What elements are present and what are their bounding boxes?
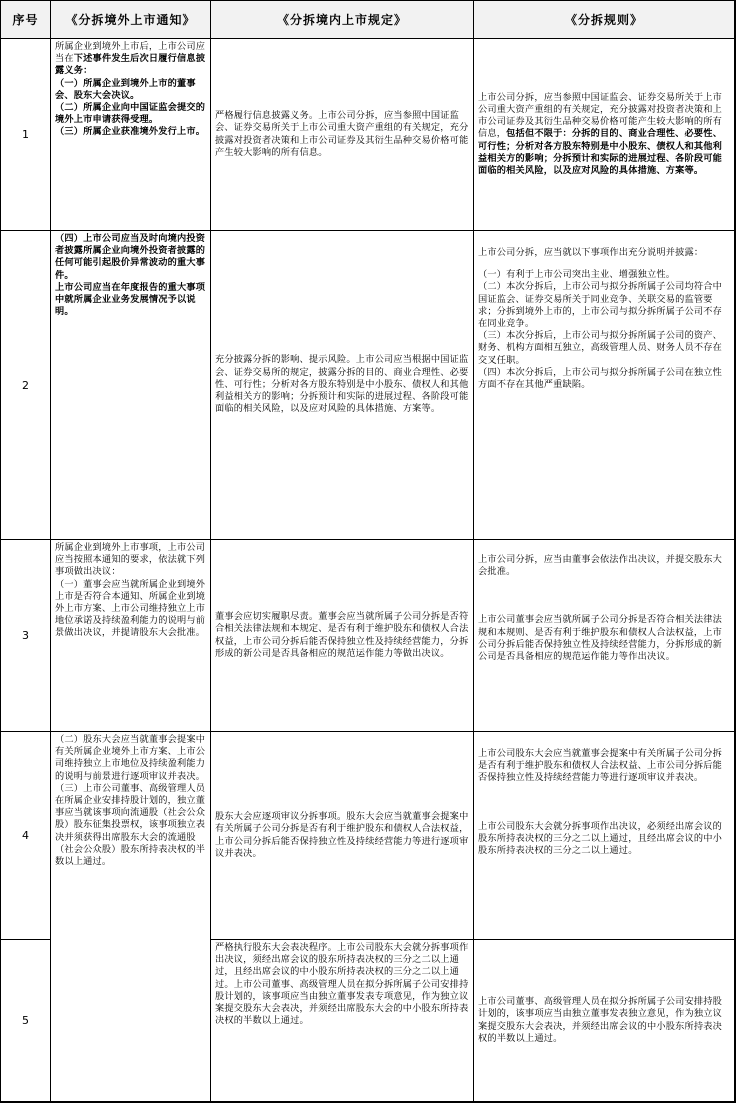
notice-2-annual: 上市公司应当在年度报告的重大事项中就所属企业业务发展情况予以说明。 [55,281,206,318]
header-seq-label: 序号 [12,13,39,27]
rules-3-approval: 上市公司分拆，应当由董事会依法作出决议，并提交股东大会批准。 [478,554,723,578]
domestic-2-text: 充分披露分拆的影响、提示风险。上市公司应当根据中国证监会、证券交易所的规定，披露分拆的目的、商业合理性、必要性、可行性；分析对各方股东特别是中小股东、债权人和其他利益相关方的影响；分拆预计和实际的进展过程、各阶段可能面临的相关风险，以及应对风险的具体措施、方案等。 [215,354,469,415]
rules-2-intro: 上市公司分拆，应当就以下事项作出充分说明并披露： [478,247,704,258]
rules-4-review: 上市公司股东大会应当就董事会提案中有关所属子公司分拆是否有利于维护股东和债权人合法权益、上市公司分拆后能否保持独立性及持续经营能力等进行逐项审议并表决。 [478,748,723,784]
header-rules [474,1,735,39]
header-notice-label: 《分拆境外上市通知》 [65,13,196,27]
row-number-5 [1,940,51,1102]
row-number-label: 1 [22,128,29,141]
notice-1-item-1: （一）所属企业到境外上市的董事会、股东大会决议。 [55,77,196,101]
notice-1-item-3: （三）所属企业获准境外发行上市。 [55,126,206,138]
row-number-label: 4 [22,829,29,842]
domestic-1-text: 严格履行信息披露义务。上市公司分拆，应当参照中国证监会、证券交易所关于上市公司重大资产重组的有关规定，充分披露对投资者决策和上市公司证券及其衍生品种交易价格可能产生较大影响的所有信息。 [215,110,469,158]
rules-cell-5 [474,940,735,1102]
rules-cell-4 [474,732,735,940]
notice-cell-2 [51,231,211,540]
domestic-5-text: 严格执行股东大会表决程序。上市公司股东大会就分拆事项作出决议，须经出席会议的股东所持表决权的三分之二以上通过，且经出席会议的中小股东所持表决权的三分之二以上通过。上市公司董事、高级管理人员在拟分拆所属子公司安排持股计划的，该事项应当由独立董事发表专项意见，作为独立议案提交股东大会表决，并须经出席股东大会的中小股东所持表决权的半数以上通过。 [215,942,469,1027]
row-number-2 [1,231,51,540]
row-number-1 [1,39,51,231]
rules-cell-3 [474,540,735,732]
rules-5-text: 上市公司董事、高级管理人员在拟分拆所属子公司安排持股计划的，该事项应当由独立董事发表独立意见，作为独立议案提交股东大会表决，并须经出席会议的中小股东所持表决权的半数以上通过。 [478,996,723,1044]
notice-2-item-4: （四）上市公司应当及时向境内投资者披露所属企业向境外投资者披露的任何可能引起股价异常波动的重大事件。 [55,233,206,281]
rules-cell-1 [474,39,735,231]
domestic-3-text: 董事会应切实履职尽责。董事会应当就所属子公司分拆是否符合相关法律法规和本规定、是否有利于维护股东和债权人合法权益，上市公司分拆后能否保持独立性及持续经营能力，分拆形成的新公司是否具备相应的规范运作能力等做出决议。 [215,611,469,659]
domestic-cell-2 [211,231,474,540]
domestic-cell-4 [211,732,474,940]
rules-2-item-2: （二）本次分拆后，上市公司与拟分拆所属子公司均符合中国证监会、证券交易所关于同业竞争、关联交易的监管要求；分拆到境外上市的，上市公司与拟分拆所属子公司不存在同业竞争。 [478,281,723,330]
rules-2-item-3: （三）本次分拆后，上市公司与拟分拆所属子公司的资产、财务、机构方面相互独立，高级管理人员、财务人员不存在交叉任职。 [478,330,723,366]
domestic-cell-3 [211,540,474,732]
rules-2-item-4: （四）本次分拆后，上市公司与拟分拆所属子公司在独立性方面不存在其他严重缺陷。 [478,366,723,391]
domestic-cell-1 [211,39,474,231]
rules-1-text: 上市公司分拆，应当参照中国证监会、证券交易所关于上市公司重大资产重组的有关规定，充分披露对投资者决策和上市公司证券及其衍生品种交易价格可能产生较大影响的所有信息，包括但不限于：分拆的目的、商业合理性、必要性、可行性；分析对各方股东特别是中小股东、债权人和其他利益相关方的影响；分拆预计和实际的进展过程、各阶段可能面临的相关风险，以及应对风险的具体措施、方案等。 [478,91,723,176]
header-seq [1,1,51,39]
notice-1-item-2: （二）所属企业向中国证监会提交的境外上市申请获得受理。 [55,102,206,126]
notice-cell-1 [51,39,211,231]
row-number-label: 5 [22,1014,29,1027]
notice-3-item-1: （一）董事会应当就所属企业到境外上市是否符合本通知、所属企业到境外上市方案、上市公司维持独立上市地位承诺及持续盈利能力的说明与前景做出决议，并提请股东大会批准。 [55,578,206,639]
row-number-label: 2 [22,378,29,392]
rules-2-item-1: （一）有利于上市公司突出主业、增强独立性。 [478,269,676,281]
row-number-label: 3 [22,629,29,642]
notice-1-intro: 所属企业到境外上市后，上市公司应当在下述事件发生后次日履行信息披露义务： [55,41,206,77]
rules-3-board: 上市公司董事会应当就所属子公司分拆是否符合相关法律法规和本规则、是否有利于维护股东和债权人合法权益，上市公司分拆后能否保持独立性及持续经营能力，分拆形成的新公司是否具备相应的规范运作能力等作出决议。 [478,614,723,663]
row-number-3 [1,540,51,732]
notice-4-item-2: （二）股东大会应当就董事会提案中有关所属企业境外上市方案、上市公司维持独立上市地位及持续盈利能力的说明与前景进行逐项审议并表决。 [55,734,206,782]
rules-cell-2 [474,231,735,540]
domestic-4-text: 股东大会应逐项审议分拆事项。股东大会应当就董事会提案中有关所属子公司分拆是否有利于维护股东和债权人合法权益，上市公司分拆后能否保持独立性及持续经营能力等进行逐项审议并表决。 [215,811,469,859]
header-rules-label: 《分拆规则》 [564,13,643,27]
header-domestic-label: 《分拆境内上市规定》 [276,13,407,27]
notice-3-intro: 所属企业到境外上市事项，上市公司应当按照本通知的要求，依法就下列事项做出决议： [55,542,206,578]
header-notice [51,1,211,39]
domestic-cell-5 [211,940,474,1102]
notice-4-item-3: （三）上市公司董事、高级管理人员在所属企业安排持股计划的，独立董事应当就该事项向流通股（社会公众股）股东征集投票权，该事项独立表决并须获得出席股东大会的流通股（社会公众股）股东所持表决权的半数以上通过。 [55,782,206,868]
row-number-4 [1,732,51,940]
notice-cell-3 [51,540,211,732]
notice-cell-4-5 [51,732,211,1102]
rules-4-vote: 上市公司股东大会就分拆事项作出决议，必须经出席会议的股东所持表决权的三分之二以上通过，且经出席会议的中小股东所持表决权的三分之二以上通过。 [478,820,723,857]
header-domestic [211,1,474,39]
